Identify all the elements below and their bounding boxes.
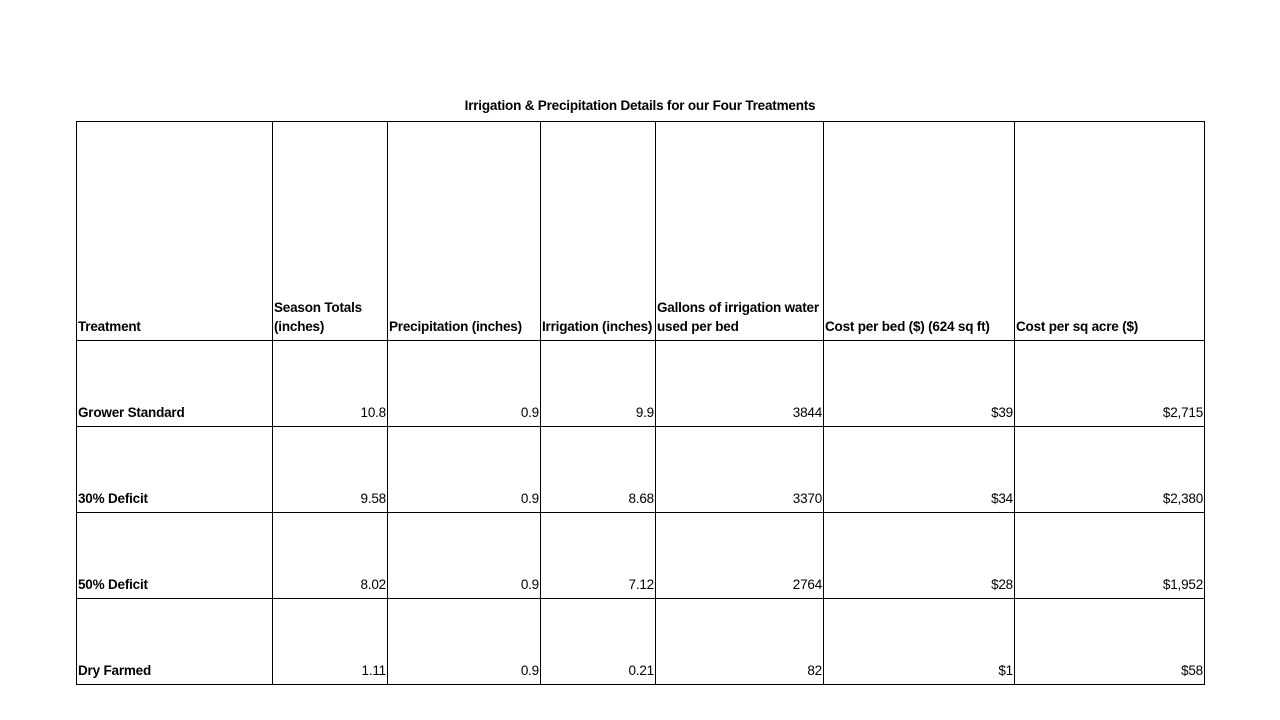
header-precipitation: Precipitation (inches) — [388, 122, 541, 341]
cell-precipitation: 0.9 — [388, 427, 541, 513]
irrigation-table — [76, 121, 1205, 685]
cell-irrigation: 8.68 — [541, 427, 656, 513]
cell-gallons: 3370 — [656, 427, 824, 513]
cell-precipitation: 0.9 — [388, 599, 541, 685]
cell-precipitation: 0.9 — [388, 513, 541, 599]
cell-season-totals: 1.11 — [273, 599, 388, 685]
cell-treatment: Grower Standard — [77, 341, 273, 427]
table-row — [77, 513, 1205, 599]
table-title: Irrigation & Precipitation Details for our Four Treatments — [464, 98, 816, 113]
table-row — [77, 341, 1205, 427]
header-cost-per-acre: Cost per sq acre ($) — [1015, 122, 1205, 341]
header-gallons: Gallons of irrigation water used per bed — [656, 122, 824, 341]
cell-season-totals: 9.58 — [273, 427, 388, 513]
header-season-totals: Season Totals (inches) — [273, 122, 388, 341]
cell-treatment: 30% Deficit — [77, 427, 273, 513]
table-row — [77, 427, 1205, 513]
cell-cost-per-acre: $2,715 — [1015, 341, 1205, 427]
table-row — [77, 599, 1205, 685]
cell-treatment: 50% Deficit — [77, 513, 273, 599]
cell-precipitation: 0.9 — [388, 341, 541, 427]
header-treatment: Treatment — [77, 122, 273, 341]
cell-cost-per-bed: $1 — [824, 599, 1015, 685]
cell-irrigation: 9.9 — [541, 341, 656, 427]
header-irrigation: Irrigation (inches) — [541, 122, 656, 341]
cell-treatment: Dry Farmed — [77, 599, 273, 685]
cell-cost-per-acre: $2,380 — [1015, 427, 1205, 513]
cell-cost-per-bed: $34 — [824, 427, 1015, 513]
cell-season-totals: 10.8 — [273, 341, 388, 427]
cell-season-totals: 8.02 — [273, 513, 388, 599]
header-row — [77, 122, 1205, 341]
header-cost-per-bed: Cost per bed ($) (624 sq ft) — [824, 122, 1015, 341]
cell-gallons: 2764 — [656, 513, 824, 599]
cell-gallons: 82 — [656, 599, 824, 685]
cell-irrigation: 0.21 — [541, 599, 656, 685]
cell-irrigation: 7.12 — [541, 513, 656, 599]
cell-cost-per-acre: $1,952 — [1015, 513, 1205, 599]
cell-cost-per-bed: $28 — [824, 513, 1015, 599]
cell-gallons: 3844 — [656, 341, 824, 427]
cell-cost-per-bed: $39 — [824, 341, 1015, 427]
cell-cost-per-acre: $58 — [1015, 599, 1205, 685]
